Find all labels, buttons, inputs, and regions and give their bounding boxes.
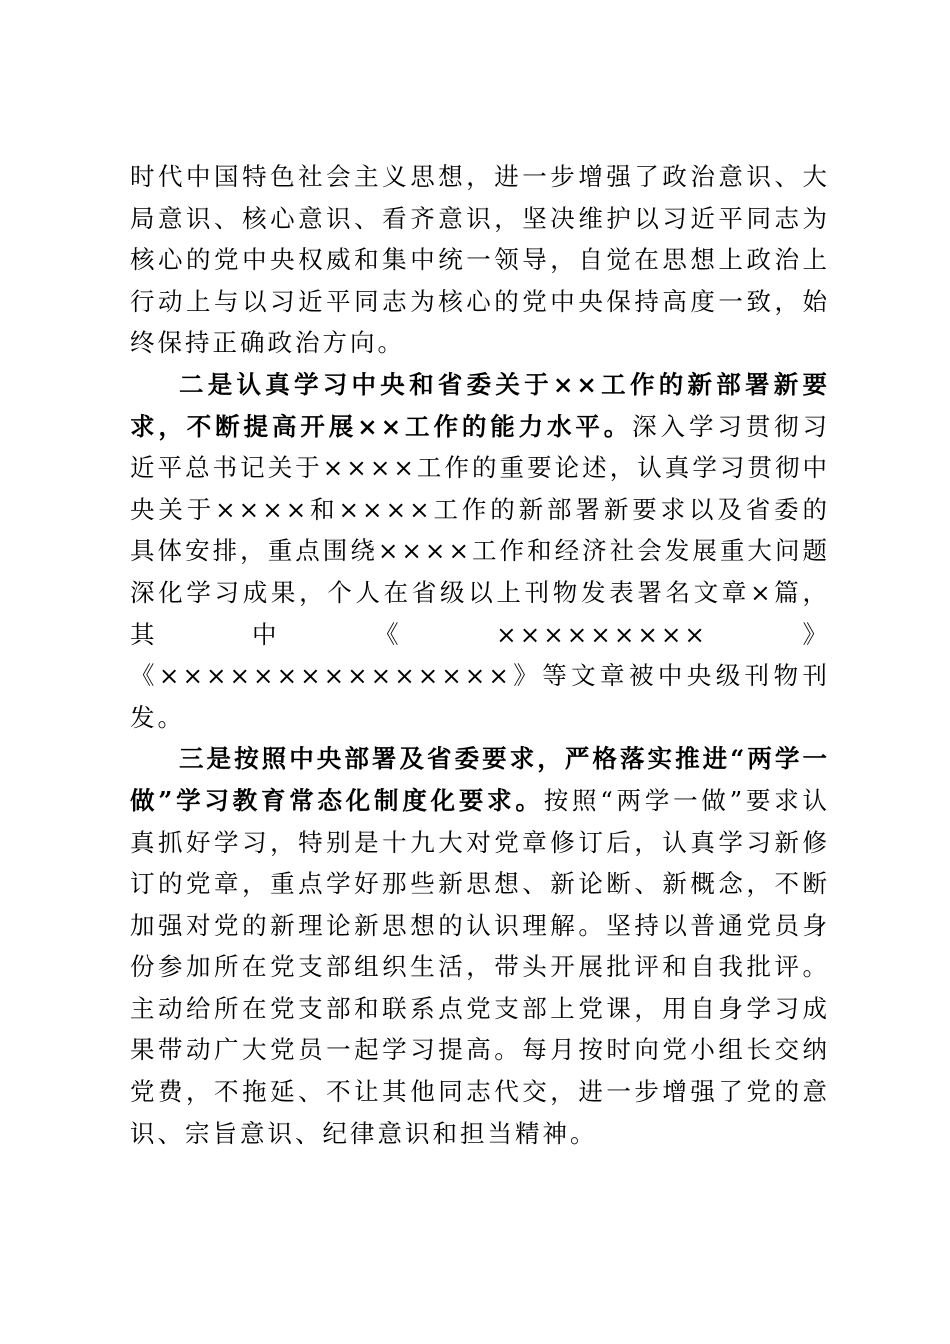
paragraph-lead: 二是认真学习中央和省委关于××工作的新部署新要求，不断提高开展××工作的能力水平。	[130, 369, 830, 441]
paragraph-text: 时代中国特色社会主义思想，进一步增强了政治意识、大局意识、核心意识、看齐意识，坚决维护以习近平同志为核心的党中央权威和集中统一领导，自觉在思想上政治上行动上与以习近平同志为核心的党中央保持高度一致，始终保持正确政治方向。	[130, 162, 830, 358]
paragraph-item-three	[130, 738, 830, 1154]
paragraph-item-two	[130, 364, 830, 738]
paragraph-text: 按照“两学一做”要求认真抓好学习，特别是十九大对党章修订后，认真学习新修订的党章，重点学好那些新思想、新论断、新概念，不断加强对党的新理论新思想的认识理解。坚持以普通党员身份参加所在党支部组织生活，带头开展批评和自我批评。主动给所在党支部和联系点党支部上党课，用自身学习成果带动广大党员一起学习提高。每月按时向党小组长交纳党费，不拖延、不让其他同志代交，进一步增强了党的意识、宗旨意识、纪律意识和担当精神。	[130, 785, 830, 1148]
document-body	[130, 156, 830, 1154]
paragraph-text: 深入学习贯彻习近平总书记关于××××工作的重要论述，认真学习贯彻中央关于××××和××××工作的新部署新要求以及省委的具体安排，重点围绕××××工作和经济社会发展重大问题深化学习成果，个人在省级以上刊物发表署名文章×篇，其中《×××××××××》《×××××××××××××××》等文章被中央级刊物刊发。	[130, 411, 831, 732]
paragraph-lead: 三是按照中央部署及省委要求，严格落实推进“两学一做”学习教育常态化制度化要求。	[130, 744, 830, 815]
paragraph-continuation	[130, 156, 830, 364]
